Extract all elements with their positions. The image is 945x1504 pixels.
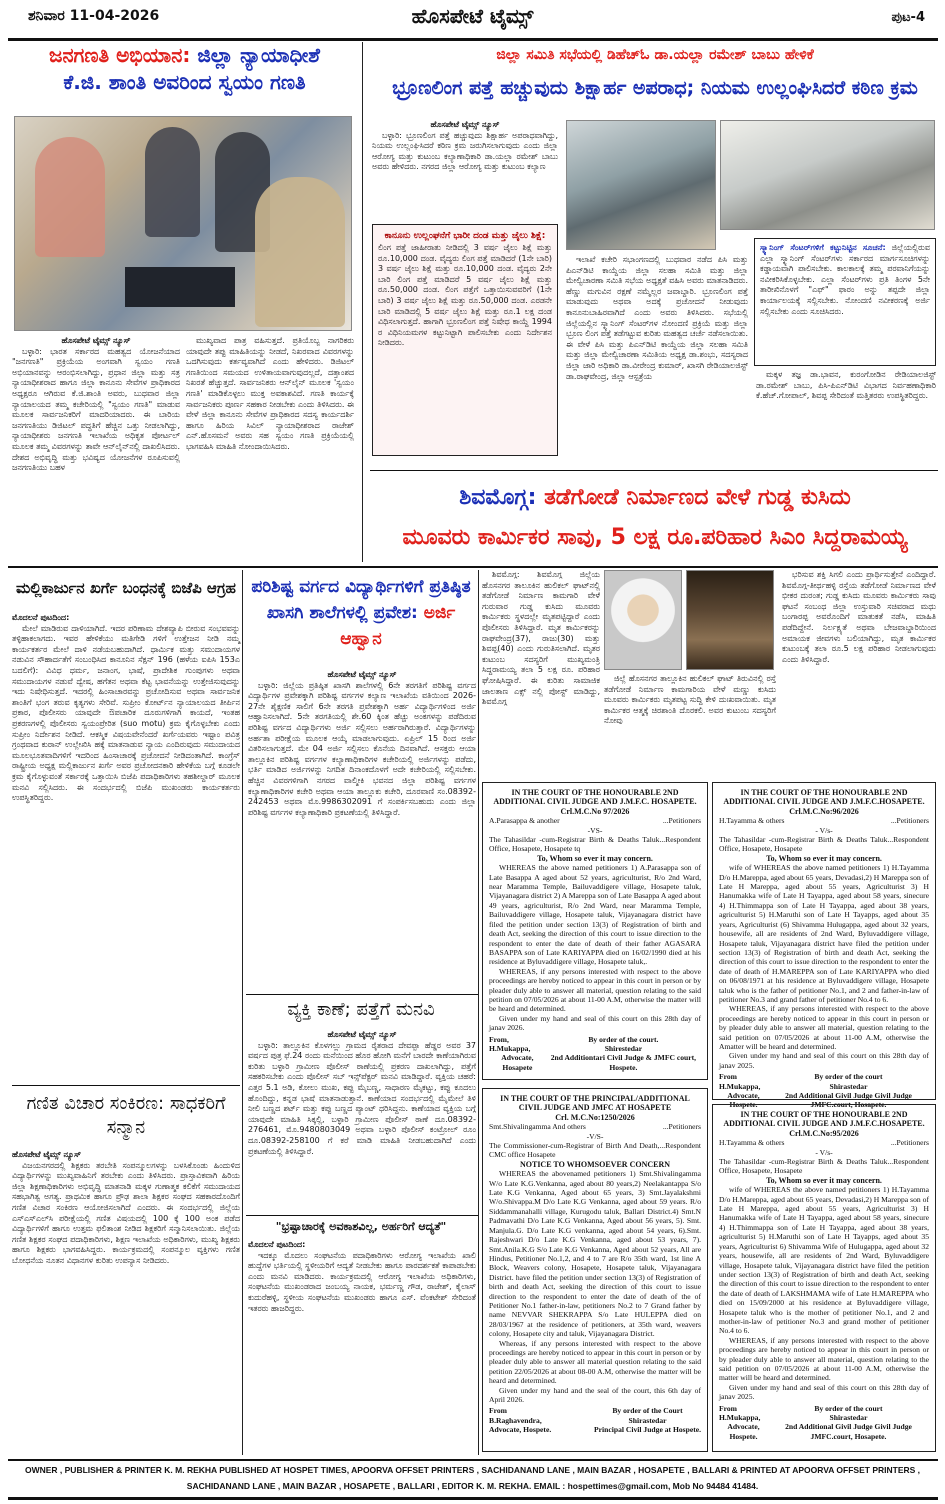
page-number: ಪುಟ-4 xyxy=(891,10,925,25)
scanning-box: ಸ್ಕ್ಯಾನಿಂಗ್ ಸೆಂಟರ್‌ಗಳಿಗೆ ಕಟ್ಟುನಿಟ್ಟಿನ ಸೂಚನೆ: ಜಿಲ್ಲೆಯಲ್ಲಿರುವ ಎಲ್ಲಾ ಸ್ಕ್ಯಾನಿಂಗ್ ಸೆಂಟರ್‌ಗಳು ಸರ್ಕಾರದ ಮಾರ್ಗಸೂಚಿಗಳನ್ನು ಕಡ್ಡಾಯವಾಗಿ ಪಾಲಿಸಬೇಕು. ಕಾಲಕಾಲಕ್ಕೆ ತಮ್ಮ ಪರವಾನಿಗೆಯನ್ನು ನವೀಕರಿಸಿಕೊಳ್ಳಬೇಕು. ಎಲ್ಲಾ ಸೆಂಟರ್‌ಗಳು ಪ್ರತಿ ತಿಂಗಳ 5ನೇ ತಾರೀಖಿನೊಳಗೆ "ಎಫ್" ಫಾರಂ ಅನ್ನು ತಪ್ಪದೇ ಜಿಲ್ಲಾ ಕಾರ್ಯಾಲಯಕ್ಕೆ ಸಲ್ಲಿಸಬೇಕು. ನೋಂದಣಿ ನವೀಕರಣಕ್ಕೆ ಅರ್ಜಿ ಸಲ್ಲಿಸಬೇಕು ಎಂದು ಸೂಚಿಸಿದರು. xyxy=(754,238,936,366)
census-body-col2: ಮುಖ್ಯವಾದ ಪಾತ್ರ ವಹಿಸುತ್ತದೆ. ಪ್ರತಿಯೊಬ್ಬ ನಾಗರಿಕರು ಯಾವುದೇ ತಪ್ಪು ಮಾಹಿತಿಯನ್ನು ನೀಡದೆ, ನಿಖರವಾದ ವಿವರಗಳನ್ನು ಒದಗಿಸುವುದು ಕರ್ತವ್ಯವಾಗಿದೆ ಎಂದು ಹೇಳಿದರು. ಡಿಜಿಟಲ್ ಗಣತಿಯಿಂದ ಸಮಯದ ಉಳಿತಾಯವಾಗುವುದಲ್ಲದೆ, ದತ್ತಾಂಶದ ನಿಖರತೆ ಹೆಚ್ಚುತ್ತದೆ. ಸಾರ್ವಜನಿಕರು ಆನ್‌ಲೈನ್ ಮೂಲಕ 'ಸ್ವಯಂ ಗಣತಿ' ಮಾಡಿಕೊಳ್ಳಲು ಮುಕ್ತ ಅವಕಾಶವಿದೆ. ಗಣತಿ ಕಾರ್ಯಕ್ಕೆ ಸಾರ್ವಜನಿಕರು ಪೂರ್ಣ ಸಹಕಾರ ನೀಡಬೇಕು ಎಂದು ತಿಳಿಸಿದರು. ಈ ವೇಳೆ ಜಿಲ್ಲಾ ಕಾನೂನು ಸೇವೆಗಳ ಪ್ರಾಧಿಕಾರದ ಸದಸ್ಯ ಕಾರ್ಯದರ್ಶಿ ಹಾಗೂ ಹಿರಿಯ ಸಿವಿಲ್ ನ್ಯಾಯಾಧೀಶರಾದ ರಾಜೇಶ್ ಎನ್.ಹೊಸಮನೆ ಅವರು ಸಹ ಸ್ವಯಂ ಗಣತಿ ಪ್ರಕ್ರಿಯೆಯಲ್ಲಿ ಭಾಗವಹಿಸಿ ಮಾಹಿತಿ ನೋಂದಾಯಿಸಿದರು. xyxy=(186,336,354,451)
kharge-headline: ಮಲ್ಲಿಕಾರ್ಜುನ ಖರ್ಗೆ ಬಂಧನಕ್ಕೆ ಬಿಜೆಪಿ ಆಗ್ರಹ xyxy=(16,579,236,597)
meeting-photo-2 xyxy=(720,120,935,230)
header-rule xyxy=(8,38,938,41)
foeticide-body-col1: ಹೊಸಪೇಟೆ ಟೈಮ್ಸ್ ನ್ಯೂಸ್ ಬಳ್ಳಾರಿ: ಭ್ರೂಣಲಿಂಗ ಪತ್ತೆ ಹಚ್ಚುವುದು ಶಿಕ್ಷಾರ್ಹ ಅಪರಾಧವಾಗಿದ್ದು, ನಿಯಮ ಉಲ್ಲಂಘಿಸಿದರೆ ಕಠಿಣ ಕ್ರಮ ಜರುಗಿಸಲಾಗುವುದು ಎಂದು ಜಿಲ್ಲಾ ಆರೋಗ್ಯ ಮತ್ತು ಕುಟುಂಬ ಕಲ್ಯಾಣಾಧಿಕಾರಿ ಡಾ.ಯಲ್ಲಾ ರಮೇಶ್ ಬಾಬು ಅವರು ಹೇಳಿದರು. ನಗರದ ಜಿಲ್ಲಾ ಆರೋಗ್ಯ ಮತ್ತು ಕುಟುಂಬ ಕಲ್ಯಾಣ xyxy=(372,120,558,172)
census-body-col1: ಹೊಸಪೇಟೆ ಟೈಮ್ಸ್ ನ್ಯೂಸ್ ಬಳ್ಳಾರಿ: ಭಾರತ ಸರ್ಕಾರದ ಮಹತ್ವದ ಯೋಜನೆಯಾದ "ಜನಗಣತಿ" ಪ್ರಕ್ರಿಯೆಯ ಅಂಗವಾಗಿ ಸ್ವಯಂ ಗಣತಿ ಅಭಿಯಾನವನ್ನು ಆರಂಭಿಸಲಾಗಿದ್ದು, ಪ್ರಧಾನ ಜಿಲ್ಲಾ ಮತ್ತು ಸತ್ರ ನ್ಯಾಯಾಧೀಶರಾದ ಹಾಗೂ ಜಿಲ್ಲಾ ಕಾನೂನು ಸೇವೆಗಳ ಪ್ರಾಧಿಕಾರದ ಅಧ್ಯಕ್ಷರೂ ಆಗಿರುವ ಕೆ.ಜಿ.ಶಾಂತಿ ಅವರು, ಬುಧವಾರ ಜಿಲ್ಲಾ ನ್ಯಾಯಾಲಯದ ತಮ್ಮ ಕಚೇರಿಯಲ್ಲಿ "ಸ್ವಯಂ ಗಣತಿ" ಮಾಡುವ ಮೂಲಕ ಸಾರ್ವಜನಿಕರಿಗೆ ಮಾದರಿಯಾದರು. ಈ ಬಾರಿಯ ಜನಗಣತಿಯು ಡಿಜಿಟಲ್ ಪದ್ಧತಿಗೆ ಹೆಚ್ಚಿನ ಒತ್ತು ನೀಡಲಾಗಿದ್ದು, ನ್ಯಾಯಾಧೀಶರು ಜನಗಣತಿ ಇಲಾಖೆಯ ಅಧಿಕೃತ ಪೋರ್ಟಲ್ ಮೂಲಕ ತಮ್ಮ ವಿವರಗಳನ್ನು ತಾವೇ ಆನ್‌ಲೈನ್‌ನಲ್ಲಿ ದಾಖಲಿಸಿದರು. ದೇಶದ ಅಭಿವೃದ್ಧಿ ಮತ್ತು ಭವಿಷ್ಯದ ಯೋಜನೆಗಳ ರೂಪಿಸುವಲ್ಲಿ ಜನಗಣತಿಯು ಬಹಳ xyxy=(12,336,180,473)
shimoga-body-col1: ಶಿವಮೊಗ್ಗ: ಶಿವಮೊಗ್ಗ ಜಿಲ್ಲೆಯ ಹೊಸನಗರ ತಾಲೂಕಿನ ಹುಲಿಕಲ್ ಘಾಟ್‌ನಲ್ಲಿ ತಡೆಗೋಡೆ ನಿರ್ಮಾಣ ಕಾಮಗಾರಿ ವೇಳೆ ಗುರುವಾರ ಗುಡ್ಡ ಕುಸಿದು ಮೂವರು ಕಾರ್ಮಿಕರು ಸ್ಥಳದಲ್ಲೇ ಮೃತಪಟ್ಟಿದ್ದಾರೆ ಎಂದು ಪೊಲೀಸರು ತಿಳಿಸಿದ್ದಾರೆ. ಮೃತ ಕಾರ್ಮಿಕರನ್ನು ರಾಘವೇಂದ್ರ(37), ರಾಜು(30) ಮತ್ತು ಶಿವಪ್ಪ(40) ಎಂದು ಗುರುತಿಸಲಾಗಿದೆ. ಮೃತರ ಕುಟುಂಬ ಸದಸ್ಯರಿಗೆ ಮುಖ್ಯಮಂತ್ರಿ ಸಿದ್ದರಾಮಯ್ಯ ತಲಾ 5 ಲಕ್ಷ ರೂ. ಪರಿಹಾರ ಘೋಷಿಸಿದ್ದಾರೆ. ಈ ಕುರಿತು ಸಾಮಾಜಿಕ ಜಾಲತಾಣ ಎಕ್ಸ್ ನಲ್ಲಿ ಪೋಸ್ಟ್ ಮಾಡಿದ್ದು, ಶಿವಮೊಗ್ಗ xyxy=(482,570,600,707)
section-rule xyxy=(370,470,938,471)
census-photo xyxy=(14,116,352,331)
shimoga-body-col3: ಭರಿಸುವ ಶಕ್ತಿ ಸಿಗಲಿ ಎಂದು ಪ್ರಾರ್ಥಿಸುತ್ತೇನೆ ಎಂದಿದ್ದಾರೆ. ಶಿವಮೊಗ್ಗ-ತೀರ್ಥಹಳ್ಳಿ ರಸ್ತೆಯ ತಡೆಗೋಡೆ ನಿರ್ಮಾಣದ ವೇಳೆ ಭೀಕರ ದುರಂತ; ಗುಡ್ಡ ಕುಸಿದು ಮೂವರು ಕಾರ್ಮಿಕರು ಸಾವು ಘಟನೆ ಸಂಬಂಧ ಜಿಲ್ಲಾ ಉಸ್ತುವಾರಿ ಸಚಿವರಾದ ಮಧು ಬಂಗಾರಪ್ಪ ಅವರೊಂದಿಗೆ ಮಾತುಕತೆ ನಡೆಸಿ, ಮಾಹಿತಿ ಪಡೆದಿದ್ದೇನೆ. ನಿರ್ಲಕ್ಷ್ಯತೆ ಅಥವಾ ಬೇಜವಾಬ್ದಾರಿಯಿಂದ ಅಮಾಯಕ ಜೀವಗಳು ಬಲಿಯಾಗಿದ್ದು, ಮೃತ ಕಾರ್ಮಿಕರ ಕುಟುಂಬಕ್ಕೆ ತಲಾ ರೂ.5 ಲಕ್ಷ ಪರಿಹಾರ ನೀಡಲಾಗುವುದು ಎಂದು ತಿಳಿಸಿದ್ದಾರೆ. xyxy=(782,570,936,664)
missing-headline: ವ್ಯಕ್ತಿ ಕಾಣೆ; ಪತ್ತೆಗೆ ಮನವಿ xyxy=(287,999,435,1020)
masthead: ಹೊಸಪೇಟೆ ಟೈಮ್ಸ್ xyxy=(411,4,534,28)
column-divider xyxy=(478,570,479,1455)
corruption-body: ಮೊದಲನೆ ಪುಟದಿಂದ: ಇದಕ್ಕೂ ಮೊದಲು ಸಂಘಟನೆಯ ಪದಾಧಿಕಾರಿಗಳು ಆರೋಗ್ಯ ಇಲಾಖೆಯ ಖಾಲಿ ಹುದ್ದೆಗಳ ಭರ್ತಿಯಲ್ಲಿ ಸ್ಥಳೀಯರಿಗೆ ಆದ್ಯತೆ ನೀಡಬೇಕು ಹಾಗೂ ಪಾರದರ್ಶಕತೆ ಕಾಪಾಡಬೇಕು ಎಂದು ಮನವಿ ಮಾಡಿದರು. ಕಾರ್ಯಕ್ರಮದಲ್ಲಿ ಆರೋಗ್ಯ ಇಲಾಖೆಯ ಅಧಿಕಾರಿಗಳು, ಸಂಘಟನೆಯ ಮುಖಂಡರಾದ ಜಂಬಯ್ಯ ನಾಯಕ, ಭರ್ಮಣ್ಣ ಗೌಡ, ರಾಜೇಶ್, ಕೈಲಾಸ್ ಕುದುರೆಹಳ್ಳಿ, ಸ್ಥಳೀಯ ಸಂಘಟನೆಯ ಮುಖಂಡರು ಹಾಗೂ ಎಸ್. ವೆಂಕಟೇಶ್ ಸೇರಿದಂತೆ ಇತರರು ಹಾಜರಿದ್ದರು. xyxy=(248,1240,476,1313)
corruption-headline: "ಭ್ರಷ್ಟಾಚಾರಕ್ಕೆ ಅವಕಾಶವಿಲ್ಲ, ಅರ್ಹರಿಗೆ ಆದ್ಯತೆ" xyxy=(275,1220,447,1233)
foeticide-kicker: ಜಿಲ್ಲಾ ಸಮಿತಿ ಸಭೆಯಲ್ಲಿ ಡಿಹೆಚ್‌ಓ ಡಾ.ಯಲ್ಲಾ ರಮೇಶ್ ಬಾಬು ಹೇಳಿಕೆ xyxy=(496,47,814,63)
foeticide-body-col2: ಇಲಾಖೆ ಕಚೇರಿ ಸಭಾಂಗಣದಲ್ಲಿ ಬುಧವಾರ ನಡೆದ ಪಿಸಿ ಮತ್ತು ಪಿಎನ್‌ಡಿಟಿ ಕಾಯ್ದೆಯ ಜಿಲ್ಲಾ ಸಲಹಾ ಸಮಿತಿ ಮತ್ತು ಜಿಲ್ಲಾ ಮೇಲ್ವಿಚಾರಣಾ ಸಮಿತಿ ಸಭೆಯ ಅಧ್ಯಕ್ಷತೆ ವಹಿಸಿ ಅವರು ಮಾತನಾಡಿದರು. ಹೆಣ್ಣು ಮಗುವಿನ ರಕ್ಷಣೆ ನಮ್ಮೆಲ್ಲರ ಜವಾಬ್ದಾರಿ. ಭ್ರೂಣಲಿಂಗ ಪತ್ತೆ ಮಾಡುವುದು ಅಥವಾ ಅದಕ್ಕೆ ಪ್ರಚೋದನೆ ನೀಡುವುದು ಕಾನೂನುಬಾಹಿರವಾಗಿದೆ ಎಂದು ಅವರು ತಿಳಿಸಿದರು. ಸಭೆಯಲ್ಲಿ ಜಿಲ್ಲೆಯಲ್ಲಿನ ಸ್ಕ್ಯಾನಿಂಗ್ ಸೆಂಟರ್‌ಗಳ ನೋಂದಣಿ ಪ್ರಕ್ರಿಯೆ ಮತ್ತು ಜಿಲ್ಲಾ ಭ್ರೂಣ ಲಿಂಗ ಪತ್ತೆ ತಡೆಗಟ್ಟುವ ಕುರಿತು ಮಹತ್ವದ ಚರ್ಚೆ ನಡೆಸಲಾಯಿತು. ಈ ವೇಳೆ ಪಿಸಿ ಮತ್ತು ಪಿಎನ್‌ಡಿಟಿ ಕಾಯ್ದೆಯ ಜಿಲ್ಲಾ ಸಲಹಾ ಸಮಿತಿ ಮತ್ತು ಜಿಲ್ಲಾ ಮೇಲ್ವಿಚಾರಣಾ ಸಮಿತಿಯ ಅಧ್ಯಕ್ಷ ಡಾ.ಶಂಭು, ಸದಸ್ಯರಾದ ಜಿಲ್ಲಾ ಜಾರಿ ಅಧಿಕಾರಿ ಡಾ.ವೀರೇಂದ್ರ ಕುಮಾರ್, ಖಾಸಗಿ ರೇಡಿಯಾಲಜಿಸ್ಟ್ ಡಾ.ರಾಘವೇಂದ್ರ, ಜಿಲ್ಲಾ ಆಸ್ಪತ್ರೆಯ xyxy=(566,255,748,381)
court-notice-97: IN THE COURT OF THE HONOURABLE 2ND ADDITIONAL CIVIL JUDGE AND J.M.F.C. HOSAPETE. Crl.M.C.No 97/2026 A.Parasappa & another ...Petitioners -VS- The Tahasildar -cum-Registrar Birth & Deaths Taluk Office, Hosapete, Hosapete tq ...Respondent To, Whom so ever it may concern. WHEREAS the above named petitioners 1) A.Parasappa son of Late Basappa A aged about 52 years, agriculturist, R/o 2nd Ward, near Maramma Temple, Bailuvaddigere village, Hosapete taluk, Vijayanagara district 2) A Mareppa son of Late Basappa A aged about 49 years, agriculturist, R/o 2nd Ward, near Maramma Temple, Bailuvaddigere village, Hosapete taluk, Vijayanagara district have filed the petition under section 13(3) of Registration of birth and death Act, seeking the direction of this court to issue direction to the respondent to enter the date of death of their father AGASARA BASAPPA son of Late KARIYAPPA died on 16/02/1990 died at his residence at Byluvaddigere village, Hosapete taluk,. WHEREAS, if any persons interested with respect to the above proceedings are hereby noticed to appear in this court in person or by pleader duly able to answer all material, question relating to the said petition on 07/05/2026 at about 11-00 A.M, otherwise the matter will be heard and determined. Given under my hand and seal of this court on this 28th day of janav 2026. From, H.Mukappa, Advocate, Hosapete By order of the court. Shirestedar 2nd Additiontari Civil Judge & JMFC court, Hospete. xyxy=(482,782,708,1080)
penalty-box: ಕಾನೂನು ಉಲ್ಲಂಘನೆಗೆ ಭಾರೀ ದಂಡ ಮತ್ತು ಜೈಲು ಶಿಕ್ಷೆ: ಲಿಂಗ ಪತ್ತೆ ಜಾಹೀರಾತು ನೀಡಿದಲ್ಲಿ 3 ವರ್ಷ ಜೈಲು ಶಿಕ್ಷೆ ಮತ್ತು ರೂ.10,000 ದಂಡ. ವೈದ್ಯರು ಲಿಂಗ ಪತ್ತೆ ಮಾಡಿದರೆ (1ನೇ ಬಾರಿ) 3 ವರ್ಷ ಜೈಲು ಶಿಕ್ಷೆ ಮತ್ತು ರೂ.10,000 ದಂಡ. ವೈದ್ಯರು 2ನೇ ಬಾರಿ ಲಿಂಗ ಪತ್ತೆ ಮಾಡಿದರೆ 5 ವರ್ಷ ಜೈಲು ಶಿಕ್ಷೆ ಮತ್ತು ರೂ.50,000 ದಂಡ. ಲಿಂಗ ಪತ್ತೆಗೆ ಒತ್ತಾಯಿಸುವವರಿಗೆ (1ನೇ ಬಾರಿ) 3 ವರ್ಷ ಜೈಲು ಶಿಕ್ಷೆ ಮತ್ತು ರೂ.50,000 ದಂಡ. ಎರಡನೇ ಬಾರಿ ಮಾಡಿದಲ್ಲಿ 5 ವರ್ಷ ಜೈಲು ಶಿಕ್ಷೆ ಮತ್ತು ರೂ.1 ಲಕ್ಷ ದಂಡ ವಿಧಿಸಲಾಗುತ್ತದೆ. ಹಾಗಾಗಿ ಭ್ರೂಣಲಿಂಗ ಪತ್ತೆ ನಿಷೇಧ ಕಾಯ್ದೆ 1994 ರ ವಿಧಿನಿಯಮಗಳ ಕಟ್ಟುನಿಟ್ಟಾಗಿ ಪಾಲಿಸಬೇಕು ಎಂದು ನಿರ್ದೇಶನ ನೀಡಿದರು. xyxy=(372,224,558,456)
foeticide-headline: ಭ್ರೂಣಲಿಂಗ ಪತ್ತೆ ಹಚ್ಚುವುದು ಶಿಕ್ಷಾರ್ಹ ಅಪರಾಧ; ನಿಯಮ ಉಲ್ಲಂಘಿಸಿದರೆ ಕಠಿಣ ಕ್ರಮ xyxy=(392,77,918,99)
school-body: ಹೊಸಪೇಟೆ ಟೈಮ್ಸ್ ನ್ಯೂಸ್ ಬಳ್ಳಾರಿ: ಜಿಲ್ಲೆಯ ಪ್ರತಿಷ್ಠಿತ ಖಾಸಗಿ ಶಾಲೆಗಳಲ್ಲಿ 6ನೇ ತರಗತಿಗೆ ಪರಿಶಿಷ್ಟ ವರ್ಗದ ವಿದ್ಯಾರ್ಥಿಗಳ ಪ್ರವೇಶಕ್ಕಾಗಿ ಪರಿಶಿಷ್ಟ ವರ್ಗಗಳ ಕಲ್ಯಾಣ ಇಲಾಖೆಯ ವತಿಯಿಂದ 2026-27ನೇ ಶೈಕ್ಷಣಿಕ ಸಾಲಿಗೆ 6ನೇ ತರಗತಿ ಪ್ರವೇಶಕ್ಕಾಗಿ ಅರ್ಹ ವಿದ್ಯಾರ್ಥಿಗಳಿಂದ ಅರ್ಜಿ ಆಹ್ವಾನಿಸಲಾಗಿದೆ. 5ನೇ ತರಗತಿಯಲ್ಲಿ ಶೇ.60 ಕ್ಕಿಂತ ಹೆಚ್ಚು ಅಂಕಗಳನ್ನು ಪಡೆದಿರುವ ಪರಿಶಿಷ್ಟ ವರ್ಗದ ವಿದ್ಯಾರ್ಥಿಗಳು ಅರ್ಜಿ ಸಲ್ಲಿಸಲು ಅರ್ಹರಾಗಿರುತ್ತಾರೆ. ವಿದ್ಯಾರ್ಥಿಗಳನ್ನು ಅರ್ಹತಾ ಪರೀಕ್ಷೆಯ ಮೂಲಕ ಆಯ್ಕೆ ಮಾಡಲಾಗುವುದು. ಏಪ್ರಿಲ್ 15 ರಿಂದ ಅರ್ಜಿ ವಿತರಿಸಲಾಗುತ್ತದೆ. ಮೇ 04 ಅರ್ಜಿ ಸಲ್ಲಿಸಲು ಕೊನೆಯ ದಿನವಾಗಿದೆ. ಆಸಕ್ತರು ಆಯಾ ತಾಲ್ಲೂಕಿನ ಪರಿಶಿಷ್ಟ ವರ್ಗಗಳ ಕಲ್ಯಾಣಾಧಿಕಾರಿಗಳ ಕಚೇರಿಯಲ್ಲಿ ಅರ್ಜಿಗಳನ್ನು ಪಡೆದು, ಭರ್ತಿ ಮಾಡಿದ ಅರ್ಜಿಗಳನ್ನು ನಿಗದಿತ ದಿನಾಂಕದೊಳಗೆ ಅದೇ ಕಚೇರಿಯಲ್ಲಿ ಸಲ್ಲಿಸಬೇಕು. ಹೆಚ್ಚಿನ ವಿವರಗಳಿಗಾಗಿ ನಗರದ ವಾಲ್ಮೀಕಿ ಭವನದ ಜಿಲ್ಲಾ ಪರಿಶಿಷ್ಟ ವರ್ಗಗಳ ಕಲ್ಯಾಣಾಧಿಕಾರಿಗಳ ಕಚೇರಿ ಅಥವಾ ಆಯಾ ತಾಲ್ಲೂಕು ಕಚೇರಿ, ದೂರವಾಣಿ ಸಂ.08392-242453 ಅಥವಾ ಮೊ.9986302091 ಗೆ ಸಂಪರ್ಕಿಸಬಹುದು ಎಂದು ಜಿಲ್ಲಾ ಪರಿಶಿಷ್ಟ ವರ್ಗಗಳ ಕಲ್ಯಾಣಾಧಿಕಾರಿ ಪ್ರಕಟಣೆಯಲ್ಲಿ ತಿಳಿಸಿದ್ದಾರೆ. xyxy=(248,670,476,817)
kharge-body: ಮೊದಲನೆ ಪುಟದಿಂದ: ಮೇಲೆ ಮಾಡಿರುವ ದಾಳಿಯಾಗಿದೆ. ಇದರ ಪರಿಣಾಮ ದೇಶವ್ಯಾಪಿ ಬೀರುವ ಸಂಭವವನ್ನು ತಳ್ಳಿಹಾಕಲಾಗದು. ಇವರ ಹೇಳಿಕೆಯು ಮತಿಗೇಡಿ ಗಳಿಗೆ ಉತ್ತೇಜನ ನೀಡಿ ನಮ್ಮ ಕಾರ್ಯಕರ್ತರ ಮೇಲೆ ದಾಳಿ ನಡೆಯಬಹುದಾಗಿದೆ. ಧಾರ್ಮಿಕ ಮತ್ತು ಸಮುದಾಯಗಳ ನಡುವಿನ ಸೌಹಾರ್ದತೆಗೆ ಸಂಬಂಧಿಸಿದ ಕಾನೂನಿನ ಸೆಕ್ಷನ್ 196 (ಹಳೆಯ ಐಪಿಸಿ 153ಎ ಬದಲಿಗೆ): ವಿವಿಧ ಧರ್ಮ, ಜನಾಂಗ, ಭಾಷೆ, ಪ್ರಾದೇಶಿಕ ಗುಂಪುಗಳು ಅಥವಾ ಸಮುದಾಯಗಳ ನಡುವೆ ದ್ವೇಷ, ಹಗೆತನ ಅಥವಾ ಕೆಟ್ಟ ಭಾವನೆಯನ್ನು ಉತ್ತೇಜಿಸುವುದನ್ನು ಇದು ನಿಷೇಧಿಸುತ್ತದೆ. ಇದರಲ್ಲಿ ಹಿಂಸಾಚಾರವನ್ನು ಪ್ರಚೋದಿಸುವ ಅಥವಾ ಸಾರ್ವಜನಿಕ ಶಾಂತಿಗೆ ಭಂಗ ತರುವ ಕೃತ್ಯಗಳು ಸೇರಿವೆ. ಸುಪ್ರೀಂ ಕೋರ್ಟ್‌ನ ನ್ಯಾಯಾಲಯದ ತೀರ್ಪಿನ ಪ್ರಕಾರ, ಪೊಲೀಸರು ಯಾವುದೇ ಔಪಚಾರಿಕ ದೂರುಗಳಿಗಾಗಿ ಕಾಯದೆ, ಇಂತಹ ಪ್ರಕರಣಗಳಲ್ಲಿ ಪೊಲೀಸರು ಸ್ವಯಂಪ್ರೇರಿತ (suo motu) ಕ್ರಮ ಕೈಗೊಳ್ಳಬೇಕು ಎಂದು ಸುಪ್ರೀಂ ನಿರ್ದೇಶನ ನೀಡಿದೆ. ಆಕಸ್ಮಿಕ ವಿಷಯವೇನೆಂದರೆ ಖರ್ಗೆಯವರು ಇಷ್ಟಾಂ ಪವಿತ್ರ ಗ್ರಂಥವಾದ ಕುರಾನ್ ಉಲ್ಲೇಖಿಸಿ ಹಕ್ಕೆ ಮಾತನಾಡುವ ನ್ಯಾಯ ಎಂದಿರುವುದು ಸಮುದಾಯದ ಮೂಲಭೂತವಾದಿಗಳಿಗೆ ಇದರಿಂದ ಹಿಂಸಾಚಾರಕ್ಕೆ ಪ್ರಚೋದನೆ ನೀಡಿದಂತಾಗಿದೆ. ಕಾಂಗ್ರೆಸ್ ರಾಷ್ಟ್ರೀಯ ಅಧ್ಯಕ್ಷ ಮಲ್ಲಿಕಾರ್ಜುನ ಖರ್ಗೆ ಅವರ ಪ್ರಚೋದನಕಾರಿ ಹೇಳಿಕೆಯ ಬಗ್ಗೆ ಕೂಡಲೇ ಕ್ರಮ ಕೈಗೊಳ್ಳುವಂತೆ ಸರ್ಕಾರಕ್ಕೆ ಒತ್ತಾಯಿಸಿ ಬಿಜೆಪಿ ಪದಾಧಿಕಾರಿಗಳು ತಹಶೀಲ್ದಾರ್ ಮೂಲಕ ಮನವಿ ಸಲ್ಲಿಸಿದರು. ಈ ಸಂದರ್ಭದಲ್ಲಿ ಬಿಜೆಪಿ ಮುಖಂಡರು ಕಾರ್ಯಕರ್ತರು ಉಪಸ್ಥಿತರಿದ್ದರು. xyxy=(12,613,240,803)
court-notice-1250: IN THE COURT OF THE PRINCIPAL/ADDITIONAL CIVIL JUDGE AND JMFC AT HOSAPETE Crl. M.C.No:1250/2026 Smt.Shivalingamma And others ...Petitioners -V/S- The Commissioner-cum-Registrar of Birth And Death, CMC office Hosapete ...Respondent NOTICE TO WHOMSOEVER CONCERN WHEREAS the abovenamed petitioners 1) Smt.Shivalingamma W/o Late K.G.Venkanna, aged about 80 years,2) Neelakantappa S/o Late K.G Venkanna, Aged about 65 years, 3) Smt.Jayalakshmi W/o.Shivappa.M D/o Late K.G Venkanna, aged about 59 years. R/o Siddammanahalli village, Kurugodu taluk, Ballari District.4) Smt.N Padmavathi D/o Late K.G Venkanna, Aged about 56 years, 5). Smt. Manjula.G. D/o Late K.G venkanna, aged about 54 years, 6).Smt. Rajeshwari D/o Late K.G Venkanna, aged about 53 years, 7). Smt.Anila.K.G S/o Late K.G Venkanna, Aged about 52 years, All are Hindus, Petitioner No.1,2, and 4 to 7 are R/o 35th ward, 1st line A Block, Weavers colony, Hosapete, Hosapete taluk, Vijayanagara District. have filed the petition under section 13(3) of Registration of birth and death Act, seeking the direction of this court to issue direction to the respondent to enter the date of death of the of Petitioner No.1 father-in-law, petitioners No.2 to 7 Grand father by name NEVVAR SHEKRAPPA S/o Late HULEPPA died on 28/03/1967 at the residence of petitioners, at 35th ward, weavers colony, Hosapete city and taluk, Vijayanagara District. Whereas, if any persons interested with respect to the above proceedings are hereby noticed to appear in this court in person or by pleader duly able to answer all material question relating to the said petition 22/05/2026 at about 08-00 A.M, otherwise the matter will be heard and determined. Given under my hand and the seal of the court, this 6th day of April 2026. From B.Raghavendra, Advocate, Hospete. By order of the Court Shirastedar Principal Civil Judge at Hospete. xyxy=(482,1088,708,1452)
divider xyxy=(246,1215,478,1216)
foeticide-body-col3: ಮಕ್ಕಳ ತಜ್ಞ ಡಾ.ಭಾವನ, ಕುರಂಗೋಡಿನ ರೇಡಿಯಾಲಜಿಸ್ಟ್ ಡಾ.ರಮೇಶ್ ಬಾಬು, ಪಿಸಿ-ಪಿಎನ್‌ಡಿಟಿ ವಿಭಾಗದ ನಿರ್ವಹಣಾಧಿಕಾರಿ ಕೆ.ಹೆಚ್.ಗೋಪಾಲ್, ಶಿವಪ್ಪ ಸೇರಿದಂತೆ ಮತ್ತಿತರರು ಉಪಸ್ಥಿತರಿದ್ದರು. xyxy=(756,370,936,401)
shimoga-headline: ಶಿವಮೊಗ್ಗ: ತಡೆಗೋಡೆ ನಿರ್ಮಾಣದ ವೇಳೆ ಗುಡ್ಡ ಕುಸಿದು ಮೂವರು ಕಾರ್ಮಿಕರ ಸಾವು, 5 ಲಕ್ಷ ರೂ.ಪರಿಹಾರ ಸಿಎಂ ಸಿದ್ದರಾಮಯ್ಯ xyxy=(402,485,908,550)
landslide-photo xyxy=(686,570,774,670)
issue-date: ಶನಿವಾರ 11-04-2026 xyxy=(28,8,160,24)
imprint-line-2: SACHIDANAND LANE , MAIN BAZAR , HOSAPETE , BALLARI , EDITOR K. M. REKHA. EMAIL : hospettimes@gmail.com, Mob No 94484 41484. xyxy=(186,1481,759,1491)
divider xyxy=(12,1085,240,1086)
footer-rule-bottom xyxy=(8,1497,938,1500)
missing-body: ಹೊಸಪೇಟೆ ಟೈಮ್ಸ್ ನ್ಯೂಸ್ ಬಳ್ಳಾರಿ: ತಾಲ್ಲೂಕಿನ ಕೊಳಗಲ್ಲು ಗ್ರಾಮದ ರೈತರಾದ ದೇವಪ್ಪಾ ಹೆಡ್ಡರ ಅವರ 37 ವರ್ಷದ ಪುತ್ರ ಫೆ.24 ರಂದು ಮನೆಯಿಂದ ಹೊರ ಹೋಗಿ ಮನೆಗೆ ಬಾರದೇ ಕಾಣೆಯಾಗಿರುವ ಕುರಿತು ಬಳ್ಳಾರಿ ಗ್ರಾಮೀಣ ಪೊಲೀಸ್ ಠಾಣೆಯಲ್ಲಿ ಪ್ರಕರಣ ದಾಖಲಾಗಿದ್ದು, ಪತ್ತೆಗೆ ಸಹಕರಿಸಬೇಕು ಎಂದು ಪೊಲೀಸ್ ಸಬ್ ಇನ್ಸ್‌ಪೆಕ್ಟರ್ ಮನವಿ ಮಾಡಿದ್ದಾರೆ. ವ್ಯಕ್ತಿಯ ಚಹರೆ: ಎತ್ತರ 5.1 ಅಡಿ, ಕೋಲು ಮುಖ, ಕಪ್ಪು ಮೈಬಣ್ಣ, ಸಾಧಾರಣ ಮೈಕಟ್ಟು, ಕಪ್ಪು ಕೂದಲು ಹೊಂದಿದ್ದು, ಕನ್ನಡ ಭಾಷೆ ಮಾತನಾಡುತ್ತಾನೆ. ಕಾಣೆಯಾದ ಸಂದರ್ಭದಲ್ಲಿ ಮೈಮೇಲೆ ತಿಳಿ ನೀಲಿ ಬಣ್ಣದ ಶರ್ಟ್ ಮತ್ತು ಕಪ್ಪು ಬಣ್ಣದ ಪ್ಯಾಂಟ್ ಧರಿಸಿದ್ದನು. ಕಾಣೆಯಾದ ವ್ಯಕ್ತಿಯ ಬಗ್ಗೆ ಯಾವುದೇ ಮಾಹಿತಿ ಸಿಕ್ಕಲ್ಲಿ, ಬಳ್ಳಾರಿ ಗ್ರಾಮೀಣ ಪೊಲೀಸ್ ಠಾಣೆ ದೂ.08392-276461, ಮೊ.9480803049 ಅಥವಾ ಬಳ್ಳಾರಿ ಪೊಲೀಸ್ ಕಂಟ್ರೋಲ್ ರೂಂ ದೂ.08392-258100 ಗೆ ಕರೆ ಮಾಡಿ ಮಾಹಿತಿ ನೀಡಬಹುದಾಗಿದೆ ಎಂದು ಪ್ರಕಟಣೆಯಲ್ಲಿ ತಿಳಿಸಿದ್ದಾರೆ. xyxy=(248,1030,476,1156)
cm-photo xyxy=(604,570,682,670)
ganita-headline: ಗಣಿತ ವಿಚಾರ ಸಂಕಿರಣ: ಸಾಧಕರಿಗೆ ಸನ್ಮಾನ xyxy=(26,1093,226,1139)
section-rule-2 xyxy=(8,566,938,568)
court-notice-95: IN THE COURT OF THE HONOURABLE 2ND ADDITIONAL CIVIL JUDGE AND J.M.F.C.HOSAPETE. Crl.M.C.No:95/2026 H.Tayamma & others ...Petitioners - V/s- The Tahasildar -cum-Registrar Birth & Deaths Taluk Office, Hosapete, Hosapete ...Respondent To, Whom so ever it may concern. wife of WHEREAS the above named petitioners 1) H.Tayamma D/o H.Mareppa, aged about 65 years, Devadasi,2) H Mareppa son of Late H Mareppa, aged about 55 years, Agriculturist 3) H Hanumakka wife of Late H Tayappa, aged about 58 years, sinecure 4) H.Thimmappa son of Late H Tayappa, aged about 38 years, agriculturist 5) H.Maruthi son of Late H Tayapps, aged about 35 years, Agriculturist 6) Shivamma Wife of Hulugappa, aged about 32 years, housewife, all are residents of 2nd Ward, Byluvaddigere village, Hosapete taluk, Vijayanagara district have filed the petition under section 13(3) of Registration of birth and death Act, seeking the direction of this court to issue direction to the respondent to enter the date of death of LAKSHMAMA wife of Late H.MAREPPA who died on 15/09/2000 at his residence at Byluvaddigere village, Hosapete taluk who is the mother of petitioner No.1, and 2 and mother-in-law of petitioner No.3 and grand mother of petitioner No.4 to 6. WHEREAS, if any persons interested with respect to the above proceedings are hereby noticed to appear in this court in person or by pleader duly able to answer all material, question relating to the said petition on 07/05/2026 at about 11-00 A.M, otherwise the matter will be heard and determined. Given under my hand and seal of this court on this 28th day of janav 2025. From H.Mukappa, Advocate, Hospete. By order of the court Shirastedar 2nd Additional Givil Judge Givil Judge JMFC.court, Hosapete. xyxy=(712,1104,936,1452)
census-headline: ಜನಗಣತಿ ಅಭಿಯಾನ: ಜಿಲ್ಲಾ ನ್ಯಾಯಾಧೀಶೆ ಕೆ.ಜಿ. ಶಾಂತಿ ಅವರಿಂದ ಸ್ವಯಂ ಗಣತಿ xyxy=(49,43,320,94)
imprint-line-1: OWNER , PUBLISHER & PRINTER K. M. REKHA PUBLISHED AT HOSPET TIMES, APOORVA OFFSET PRINTERS , SACHIDANAND LANE , MAIN BAZAR , HOSAPETE , BALLARI & PRINTED AT APOORVA OFFSET PRINTERS , xyxy=(24,1465,921,1475)
column-divider xyxy=(362,42,363,562)
school-headline: ಪರಿಶಿಷ್ಟ ವರ್ಗದ ವಿದ್ಯಾರ್ಥಿಗಳಿಗೆ ಪ್ರತಿಷ್ಠಿತ ಖಾಸಗಿ ಶಾಲೆಗಳಲ್ಲಿ ಪ್ರವೇಶ: ಅರ್ಜಿ ಆಹ್ವಾನ xyxy=(251,577,471,649)
footer-rule-top xyxy=(8,1459,938,1461)
shimoga-body-col2: ಜಿಲ್ಲೆ ಹೊಸನಗರ ತಾಲ್ಲೂಕಿನ ಹುಲಿಕಲ್ ಘಾಟ್ ತಿರುವಿನಲ್ಲಿ ರಸ್ತೆ ತಡೆಗೋಡೆ ನಿರ್ಮಾಣ ಕಾಮಗಾರಿಯ ವೇಳೆ ಮಣ್ಣು ಕುಸಿದು ಮೂವರು ಕಾರ್ಮಿಕರು ಮೃತಪಟ್ಟ ಸುದ್ದಿ ಕೇಳಿ ದುಃಖವಾಯಿತು. ಮೃತ ಕಾರ್ಮಿಕರ ಆತ್ಮಕ್ಕೆ ಚಿರಶಾಂತಿ ದೊರಕಲಿ. ಅವರ ಕುಟುಂಬ ಸದಸ್ಯರಿಗೆ ನೋವು xyxy=(604,674,776,726)
column-divider xyxy=(242,570,243,1455)
meeting-photo-1 xyxy=(566,120,716,250)
ganita-body: ಹೊಸಪೇಟೆ ಟೈಮ್ಸ್ ನ್ಯೂಸ್ ವಿಜಯನಗರದಲ್ಲಿ ಶಿಕ್ಷಕರು ತರಬೇತಿ ಸಂಪನ್ಮೂಲಗಳನ್ನು ಬಳಸಿಕೊಂಡು ಹಿಂದುಳಿದ ವಿದ್ಯಾರ್ಥಿಗಳನ್ನು ಮುಖ್ಯವಾಹಿನಿಗೆ ತರಬೇಕು ಎಂದು ತಿಳಿಸಿದರು. ಪ್ರಾಸ್ತಾವಿಕವಾಗಿ ಹಿರಿಯ ಜಿಲ್ಲಾ ಶಿಕ್ಷಣಾಧಿಕಾರಿಗಳು ಅಭಿವೃದ್ಧಿ ಮಾತನಾಡಿ ಮಕ್ಕಳ ಗುಣಾತ್ಮಕ ಕಲಿಕೆಗೆ ಸಮುದಾಯದ ಸಹಭಾಗಿತ್ವ ಅಗತ್ಯ. ಪ್ರಾಥಮಿಕ ಹಾಗೂ ಪ್ರೌಢ ಶಾಲಾ ಶಿಕ್ಷಕರ ಸಂಘದ ಸಹಕಾರದೊಂದಿಗೆ ಗಣಿತ ವಿಚಾರ ಸಂಕಿರಣ ಆಯೋಜಿಸಲಾಗಿದೆ ಎಂದರು. ಈ ಸಂದರ್ಭದಲ್ಲಿ ಜಿಲ್ಲೆಯ ಎಸ್‌ಎಸ್‌ಎಲ್‌ಸಿ ಪರೀಕ್ಷೆಯಲ್ಲಿ ಗಣಿತ ವಿಷಯದಲ್ಲಿ 100 ಕ್ಕೆ 100 ಅಂಕ ಪಡೆದ ವಿದ್ಯಾರ್ಥಿಗಳಿಗೆ ಹಾಗೂ ಉತ್ತಮ ಫಲಿತಾಂಶ ನೀಡಿದ ಶಿಕ್ಷಕರಿಗೆ ಸನ್ಮಾನಿಸಲಾಯಿತು. ಜಿಲ್ಲೆಯ ಗಣಿತ ಶಿಕ್ಷಕರ ಸಂಘದ ಪದಾಧಿಕಾರಿಗಳು, ಶಿಕ್ಷಣ ಇಲಾಖೆಯ ಅಧಿಕಾರಿಗಳು, ಮುಖ್ಯ ಶಿಕ್ಷಕರು ಹಾಗೂ ಶಿಕ್ಷಕರು ಭಾಗವಹಿಸಿದ್ದರು. ಕಾರ್ಯಕ್ರಮದಲ್ಲಿ ಸಂಪನ್ಮೂಲ ವ್ಯಕ್ತಿಗಳು ಗಣಿತ ಬೋಧನೆಯ ನೂತನ ವಿಧಾನಗಳ ಕುರಿತು ಉಪನ್ಯಾಸ ನೀಡಿದರು. xyxy=(12,1150,240,1265)
court-notice-96: IN THE COURT OF THE HONOURABLE 2ND ADDITIONAL CIVIL JUDGE AND J.M.F.C.HOSAPETE. Crl.M.C.No:96/2026 H.Tayamma & others ...Petitioners - V/s- The Tahasildar -cum-Registrar Birth & Deaths Taluk Office, Hosapete, Hosapete ...Respondent To, Whom so ever it may concern. wife of WHEREAS the above named petitioners 1) H.Tayamma D/o H.Mareppa, aged about 65 years, Devadasi,2) H Mareppa son of Late H Mareppa, aged about 55 years, Agriculturist 3) H Hanumakka wife of Late H Tayappa, aged about 58 years, sinecure 4) H.Thimmappa son of Late H Tayappa, aged about 38 years, agriculturist 5) H.Maruthi son of Late H Tayapps, aged about 35 years, Agriculturist (6) Shivamma Hulugappa, aged about 32 years, housewife, all are residents of 2nd Ward, Byluvaddigere village, Hosapete taluk, Vijayanagara district have filed the petition under section 13(3) of Registration of birth and death Act, seeking the direction of this court to issue direction to the respondent to enter the date of death of H.MAREPPA son of Late KARIYAPPA who died on 06/08/1971 at his residence at Byluvaddigere village, Hosapete taluk who is the father of petitioner No.1, and 2 and father-in-law of petitioner No.3 and grand father of petitioner No.4 to 6. WHEREAS, if any persons interested with respect to the above proceedings are hereby noticed to appear in this court in person or by pleader duly able to answer all material, question relating to the said petition on 07/05/2026 at about 11-00 A.M, otherwise the Amatter will be heard and determined. Given under my hand and seal of this court on this 28th day of janav 2025. From H.Mukappa, Advocate, Hospete. By order of the court Shirastedar 2nd Additional Givil Judge Givil Judge JMFC.court, Hosapete. xyxy=(712,782,936,1100)
divider xyxy=(246,994,478,995)
